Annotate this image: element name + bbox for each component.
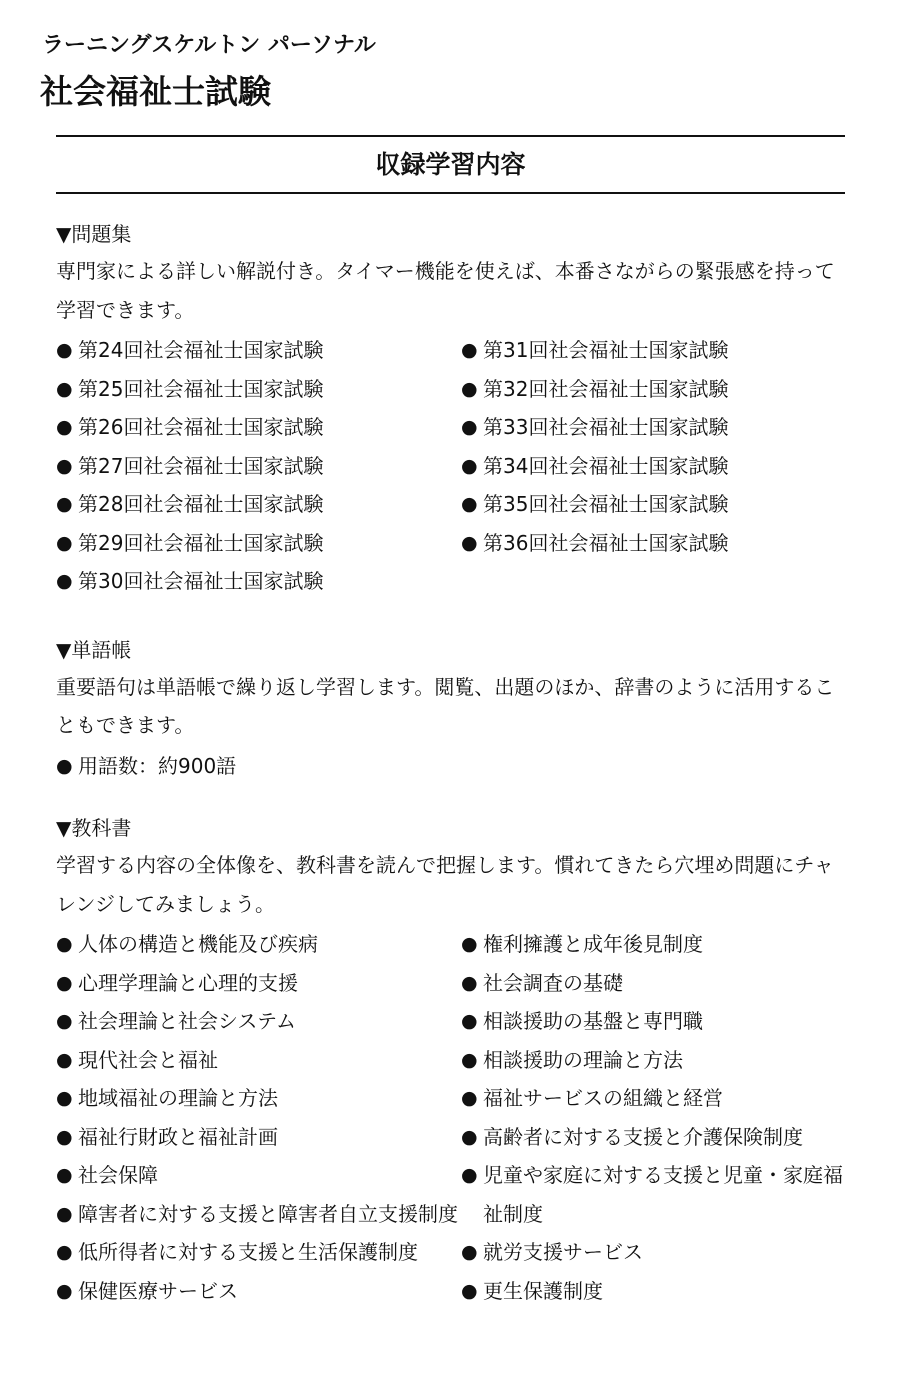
problems-description: 専門家による詳しい解説付き。タイマー機能を使えば、本番さながらの緊張感を持って学習できます。 (56, 259, 835, 322)
bullet-icon: ● (461, 1241, 478, 1263)
bullet-icon: ● (56, 416, 73, 438)
list-item (461, 1079, 845, 1118)
list-item (56, 524, 461, 563)
vocab-heading: ▼単語帳 (56, 637, 132, 662)
bullet-icon: ● (56, 1010, 73, 1032)
bullet-icon: ● (461, 1164, 478, 1186)
bullet-icon: ● (461, 1010, 478, 1032)
list-item (461, 925, 845, 964)
vocab-description: 重要語句は単語帳で繰り返し学習します。閲覧、出題のほか、辞書のように活用することもできます。 (56, 674, 835, 737)
list-item (461, 1118, 845, 1157)
list-item-label: 第24回社会福祉士国家試験 (78, 338, 324, 362)
bullet-icon: ● (56, 1125, 73, 1148)
list-item-label: 第29回社会福祉士国家試験 (78, 530, 324, 555)
list-item (56, 1195, 461, 1234)
list-item-label: 第35回社会福祉士国家試験 (483, 492, 729, 516)
bullet-icon: ● (461, 377, 478, 400)
list-item-label: 第34回社会福祉士国家試験 (483, 453, 729, 478)
bullet-icon: ● (461, 454, 478, 477)
bullet-icon: ● (56, 1241, 73, 1263)
textbook-list-left (56, 925, 461, 1310)
bullet-icon: ● (56, 933, 73, 955)
page-title: 社会福祉士試験 (40, 72, 271, 111)
list-item (56, 562, 461, 601)
problems-list-right (461, 331, 845, 601)
list-item-label: 第26回社会福祉士国家試験 (78, 415, 324, 439)
problems-list-left (56, 331, 461, 601)
problems-list (56, 331, 845, 601)
list-item (461, 1156, 845, 1233)
list-item (461, 1002, 845, 1041)
list-item-label: 第32回社会福祉士国家試験 (483, 376, 729, 401)
bullet-icon: ● (56, 339, 73, 361)
list-item (56, 925, 461, 964)
vocab-count (56, 747, 845, 786)
bullet-icon: ● (461, 493, 478, 515)
bullet-icon: ● (56, 493, 73, 515)
list-item-label: 高齢者に対する支援と介護保険制度 (483, 1124, 803, 1149)
bullet-icon: ● (461, 416, 478, 438)
list-item (56, 1156, 461, 1195)
bullet-icon: ● (461, 933, 478, 955)
list-item (461, 964, 845, 1003)
list-item (461, 1041, 845, 1080)
list-item (56, 1002, 461, 1041)
bullet-icon: ● (56, 1048, 73, 1071)
list-item (461, 485, 845, 524)
list-item-label: 社会理論と社会システム (78, 1009, 296, 1033)
textbook-description: 学習する内容の全体像を、教科書を読んで把握します。慣れてきたら穴埋め問題にチャレンジしてみましょう。 (56, 853, 834, 916)
list-item-label: 社会保障 (78, 1163, 158, 1187)
list-item (461, 408, 845, 447)
list-item (56, 370, 461, 409)
list-item-label: 第31回社会福祉士国家試験 (483, 338, 729, 362)
list-item (56, 1272, 461, 1311)
list-item (56, 1118, 461, 1157)
list-item-label: 第25回社会福祉士国家試験 (78, 376, 324, 401)
bullet-icon: ● (56, 454, 73, 477)
bullet-icon: ● (56, 754, 73, 777)
bullet-icon: ● (56, 971, 73, 994)
textbook-list-right (461, 925, 845, 1310)
list-item-label: 人体の構造と機能及び疾病 (78, 932, 318, 956)
section-rule-bottom (56, 192, 845, 194)
list-item (461, 1233, 845, 1272)
list-item (56, 485, 461, 524)
list-item (461, 524, 845, 563)
list-item (56, 408, 461, 447)
list-item-label: 保健医療サービス (78, 1278, 238, 1303)
problems-heading: ▼問題集 (56, 222, 132, 246)
list-item-label: 第36回社会福祉士国家試験 (483, 530, 729, 555)
bullet-icon: ● (461, 339, 478, 361)
bullet-icon: ● (56, 531, 73, 554)
list-item (56, 447, 461, 486)
list-item (56, 1233, 461, 1272)
bullet-icon: ● (56, 377, 73, 400)
list-item-label: 低所得者に対する支援と生活保護制度 (78, 1240, 418, 1264)
bullet-icon: ● (56, 570, 73, 592)
list-item-label: 第30回社会福祉士国家試験 (78, 569, 324, 593)
bullet-icon: ● (461, 1048, 478, 1071)
list-item (461, 1272, 845, 1311)
bullet-icon: ● (56, 1202, 73, 1225)
list-item (56, 964, 461, 1003)
bullet-icon: ● (56, 1164, 73, 1186)
bullet-icon: ● (461, 531, 478, 554)
list-item (461, 370, 845, 409)
vocab-count-label: 用語数：約900語 (78, 753, 237, 778)
list-item (56, 1041, 461, 1080)
list-item-label: 地域福祉の理論と方法 (78, 1086, 278, 1110)
bullet-icon: ● (56, 1279, 73, 1302)
list-item-label: 権利擁護と成年後見制度 (483, 932, 703, 956)
list-item-label: 障害者に対する支援と障害者自立支援制度 (78, 1201, 458, 1226)
list-item-label: 第27回社会福祉士国家試験 (78, 453, 324, 478)
list-item (461, 447, 845, 486)
list-item (56, 331, 461, 370)
list-item-label: 児童や家庭に対する支援と児童・家庭福祉制度 (483, 1163, 843, 1226)
section-title: 収録学習内容 (375, 150, 526, 179)
bullet-icon: ● (461, 971, 478, 994)
textbook-heading: ▼教科書 (56, 816, 132, 840)
product-subtitle: ラーニングスケルトン パーソナル (42, 33, 376, 58)
list-item (461, 331, 845, 370)
list-item-label: 福祉サービスの組織と経営 (483, 1086, 723, 1110)
list-item-label: 福祉行財政と福祉計画 (78, 1124, 278, 1149)
bullet-icon: ● (56, 1087, 73, 1109)
textbook-list (56, 925, 845, 1310)
bullet-icon: ● (461, 1125, 478, 1148)
list-item-label: 現代社会と福祉 (78, 1047, 218, 1072)
list-item-label: 相談援助の理論と方法 (483, 1047, 683, 1072)
list-item-label: 更生保護制度 (483, 1278, 603, 1303)
list-item-label: 社会調査の基礎 (483, 970, 623, 995)
list-item-label: 相談援助の基盤と専門職 (483, 1009, 703, 1033)
list-item-label: 就労支援サービス (483, 1240, 643, 1264)
bullet-icon: ● (461, 1087, 478, 1109)
list-item (56, 1079, 461, 1118)
list-item-label: 第28回社会福祉士国家試験 (78, 492, 324, 516)
list-item-label: 心理学理論と心理的支援 (78, 970, 298, 995)
bullet-icon: ● (461, 1279, 478, 1302)
content (56, 217, 845, 1310)
section-rule-top (56, 135, 845, 137)
list-item-label: 第33回社会福祉士国家試験 (483, 415, 729, 439)
